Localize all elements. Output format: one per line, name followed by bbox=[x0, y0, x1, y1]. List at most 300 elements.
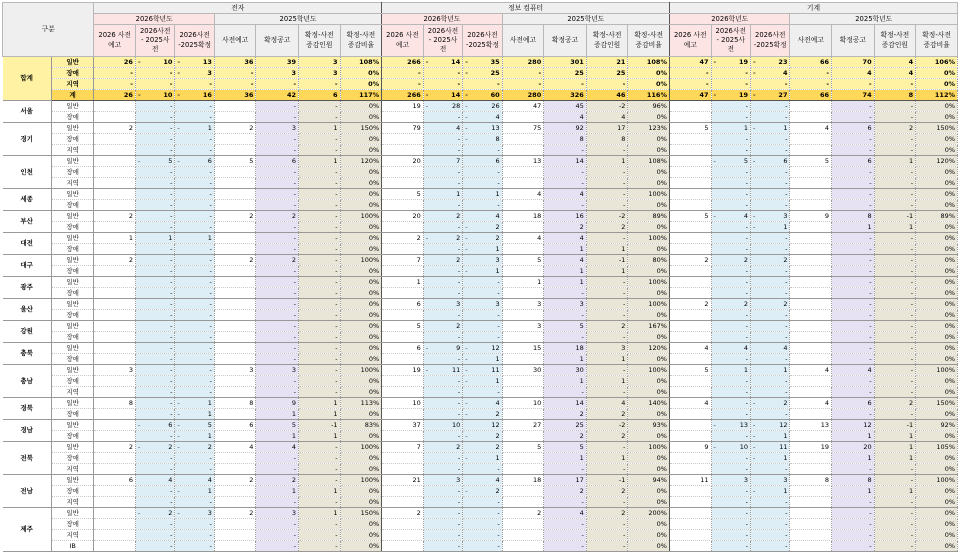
cell-col-2026-pre bbox=[94, 354, 136, 365]
cell-col-2026pre-minus-2025pre: - bbox=[711, 266, 750, 277]
cell-col-2026pre-minus-2025final: - 8 bbox=[463, 134, 502, 145]
cell-col-diff-count: 4 bbox=[586, 398, 628, 409]
cell-col-diff-count: - bbox=[874, 134, 916, 145]
header-col-2026pre-minus-2025final: 2026사전 -2025확정 bbox=[175, 25, 214, 57]
cell-col-2026pre-minus-2025pre: - 19 bbox=[711, 90, 750, 101]
cell-col-2025-final: - bbox=[256, 167, 299, 178]
cell-col-2026-pre bbox=[382, 486, 424, 497]
cell-col-2026-pre bbox=[669, 497, 711, 508]
cell-col-2026-pre bbox=[94, 431, 136, 442]
cell-col-2025-pre bbox=[214, 332, 256, 343]
cell-col-2026-pre bbox=[94, 222, 136, 233]
cell-col-2026pre-minus-2025final: - bbox=[751, 387, 790, 398]
cell-col-diff-ratio: 0% bbox=[916, 354, 958, 365]
cell-col-2025-final: 4 bbox=[256, 442, 299, 453]
cell-col-2025-final: 42 bbox=[256, 90, 299, 101]
cell-col-diff-count: - bbox=[874, 464, 916, 475]
cell-col-diff-ratio: 0% bbox=[916, 244, 958, 255]
cell-col-2025-pre: 2 bbox=[214, 475, 256, 486]
cell-col-2026-pre bbox=[382, 497, 424, 508]
cell-col-diff-ratio: 0% bbox=[916, 255, 958, 266]
cell-col-2025-final: - bbox=[256, 343, 299, 354]
cell-col-diff-ratio: 0% bbox=[628, 453, 670, 464]
cell-col-2026pre-minus-2025final: - bbox=[175, 134, 214, 145]
cell-col-2026pre-minus-2025pre: - bbox=[711, 310, 750, 321]
cell-col-2026-pre: 19 bbox=[382, 101, 424, 112]
cell-col-2026pre-minus-2025pre: - bbox=[423, 486, 462, 497]
cell-col-2025-final: - bbox=[544, 310, 587, 321]
cell-col-2025-pre bbox=[214, 486, 256, 497]
cell-col-2026pre-minus-2025pre: - bbox=[711, 200, 750, 211]
cell-col-2026pre-minus-2025final: - bbox=[751, 233, 790, 244]
cell-col-diff-count: - bbox=[299, 244, 341, 255]
cell-col-2026pre-minus-2025final: - 5 bbox=[175, 420, 214, 431]
cell-col-diff-ratio: 0% bbox=[628, 266, 670, 277]
cell-col-2025-final: - bbox=[256, 233, 299, 244]
cell-col-2026-pre bbox=[669, 530, 711, 541]
cell-col-diff-count: -2 bbox=[586, 420, 628, 431]
cell-col-2025-final: - bbox=[832, 310, 875, 321]
header-year-2026: 2026학년도 bbox=[382, 14, 502, 25]
cell-col-2026pre-minus-2025final: - 12 bbox=[463, 343, 502, 354]
cell-col-2025-pre: 2 bbox=[214, 255, 256, 266]
cell-col-2026pre-minus-2025final: - bbox=[751, 145, 790, 156]
cell-col-2026pre-minus-2025final: - bbox=[751, 409, 790, 420]
cell-col-2026pre-minus-2025final: - 3 bbox=[751, 211, 790, 222]
cell-col-2026pre-minus-2025pre: - bbox=[135, 354, 174, 365]
cell-col-diff-count: - bbox=[299, 530, 341, 541]
cell-col-2026-pre bbox=[669, 486, 711, 497]
region-label: 전남 bbox=[3, 475, 52, 508]
cell-col-2026pre-minus-2025pre: - bbox=[711, 464, 750, 475]
cell-col-2025-final: 6 bbox=[832, 398, 875, 409]
cell-col-2026pre-minus-2025final: - 1 bbox=[175, 398, 214, 409]
cell-col-2026pre-minus-2025final: - bbox=[175, 530, 214, 541]
cell-col-2026pre-minus-2025final: - 2 bbox=[751, 398, 790, 409]
cell-col-2025-pre: - bbox=[502, 68, 544, 79]
row-type-label: 일반 bbox=[51, 277, 94, 288]
cell-col-2025-pre bbox=[502, 134, 544, 145]
cell-col-diff-count: - bbox=[299, 178, 341, 189]
cell-col-2026-pre: 2 bbox=[669, 255, 711, 266]
cell-col-diff-ratio: 0% bbox=[916, 266, 958, 277]
cell-col-2026pre-minus-2025pre: 2 bbox=[423, 255, 462, 266]
table-row bbox=[3, 376, 958, 387]
cell-col-2026pre-minus-2025pre: - bbox=[423, 79, 462, 90]
cell-col-diff-ratio: 112% bbox=[916, 90, 958, 101]
cell-col-2026-pre bbox=[669, 321, 711, 332]
cell-col-2025-pre bbox=[790, 112, 832, 123]
cell-col-2025-final: - bbox=[256, 101, 299, 112]
cell-col-2025-pre: 6 bbox=[214, 420, 256, 431]
cell-col-2026-pre bbox=[669, 409, 711, 420]
cell-col-diff-ratio: 120% bbox=[628, 343, 670, 354]
row-type-label: 지역 bbox=[51, 145, 94, 156]
cell-col-2026pre-minus-2025pre: - 6 bbox=[135, 420, 174, 431]
cell-col-2026pre-minus-2025pre: - bbox=[711, 530, 750, 541]
cell-col-2025-final: - bbox=[832, 178, 875, 189]
cell-col-2026-pre: 20 bbox=[382, 156, 424, 167]
cell-col-diff-count: 2 bbox=[586, 431, 628, 442]
cell-col-2026-pre: 2 bbox=[94, 123, 136, 134]
cell-col-2026pre-minus-2025final: - 2 bbox=[463, 233, 502, 244]
cell-col-diff-count: - bbox=[299, 519, 341, 530]
cell-col-2026pre-minus-2025pre: 2 bbox=[423, 442, 462, 453]
cell-col-2025-pre: 2 bbox=[502, 508, 544, 519]
cell-col-diff-count: - bbox=[874, 255, 916, 266]
cell-col-2026pre-minus-2025pre: - bbox=[711, 145, 750, 156]
cell-col-diff-count: - bbox=[874, 277, 916, 288]
cell-col-2025-pre: 4 bbox=[502, 233, 544, 244]
cell-col-2025-pre bbox=[790, 244, 832, 255]
cell-col-diff-count: 21 bbox=[586, 57, 628, 68]
cell-col-2026pre-minus-2025pre: - bbox=[423, 431, 462, 442]
cell-col-2025-pre bbox=[502, 519, 544, 530]
cell-col-diff-ratio: 0% bbox=[628, 244, 670, 255]
cell-col-2026pre-minus-2025final: - bbox=[751, 189, 790, 200]
cell-col-2026-pre bbox=[669, 101, 711, 112]
cell-col-2025-final: 3 bbox=[544, 299, 587, 310]
row-type-label: 지역 bbox=[51, 497, 94, 508]
cell-col-2025-final: - bbox=[544, 79, 587, 90]
cell-col-2026pre-minus-2025pre: - bbox=[423, 244, 462, 255]
cell-col-2026-pre: 5 bbox=[669, 123, 711, 134]
cell-col-2026pre-minus-2025pre: - bbox=[135, 178, 174, 189]
cell-col-2026pre-minus-2025final: - 11 bbox=[463, 365, 502, 376]
header-year-2026: 2026학년도 bbox=[669, 14, 789, 25]
cell-col-diff-count: - bbox=[586, 442, 628, 453]
cell-col-2025-final: - bbox=[832, 101, 875, 112]
cell-col-2026pre-minus-2025final: - bbox=[751, 200, 790, 211]
cell-col-diff-ratio: 0% bbox=[340, 530, 382, 541]
cell-col-2026pre-minus-2025pre: 3 bbox=[423, 475, 462, 486]
cell-col-diff-count: -1 bbox=[586, 255, 628, 266]
cell-col-diff-count: - bbox=[299, 376, 341, 387]
row-type-label: 장애 bbox=[51, 453, 94, 464]
cell-col-2026pre-minus-2025final: - 1 bbox=[175, 486, 214, 497]
cell-col-diff-count: - bbox=[874, 101, 916, 112]
cell-col-diff-ratio: 0% bbox=[628, 497, 670, 508]
region-label: 제주 bbox=[3, 508, 52, 552]
cell-col-2026pre-minus-2025pre: - 2 bbox=[135, 442, 174, 453]
cell-col-2025-pre: 4 bbox=[790, 365, 832, 376]
cell-col-diff-count: 1 bbox=[874, 453, 916, 464]
row-type-label: 장애 bbox=[51, 486, 94, 497]
cell-col-diff-count: - bbox=[299, 222, 341, 233]
cell-col-2026pre-minus-2025final: - 6 bbox=[175, 156, 214, 167]
cell-col-diff-ratio: 0% bbox=[628, 112, 670, 123]
cell-col-2026-pre bbox=[382, 145, 424, 156]
cell-col-2026-pre bbox=[382, 354, 424, 365]
cell-col-diff-ratio: 0% bbox=[628, 541, 670, 552]
cell-col-2026pre-minus-2025pre: - bbox=[711, 134, 750, 145]
cell-col-2026-pre bbox=[382, 244, 424, 255]
cell-col-2025-pre: - bbox=[502, 79, 544, 90]
cell-col-diff-ratio: 0% bbox=[916, 508, 958, 519]
cell-col-2025-pre bbox=[214, 145, 256, 156]
cell-col-diff-ratio: 0% bbox=[340, 453, 382, 464]
cell-col-2026pre-minus-2025final: - bbox=[463, 508, 502, 519]
cell-col-diff-count: - bbox=[299, 211, 341, 222]
cell-col-diff-ratio: 0% bbox=[628, 222, 670, 233]
table-row bbox=[3, 145, 958, 156]
cell-col-2025-final: - bbox=[256, 354, 299, 365]
header-col-2026pre-minus-2025final: 2026사전 -2025확정 bbox=[751, 25, 790, 57]
header-gubun: 구분 bbox=[3, 3, 94, 57]
cell-col-2026-pre: 2 bbox=[669, 299, 711, 310]
cell-col-2026pre-minus-2025final: - 1 bbox=[751, 431, 790, 442]
cell-col-2026pre-minus-2025final: - bbox=[751, 497, 790, 508]
cell-col-diff-count: 1 bbox=[874, 156, 916, 167]
cell-col-2026pre-minus-2025final: - 27 bbox=[751, 90, 790, 101]
cell-col-2025-pre bbox=[502, 387, 544, 398]
cell-col-diff-count: - bbox=[874, 178, 916, 189]
cell-col-2026pre-minus-2025final: - bbox=[751, 332, 790, 343]
cell-col-2026pre-minus-2025pre: - bbox=[711, 101, 750, 112]
cell-col-2026pre-minus-2025pre: - bbox=[711, 321, 750, 332]
cell-col-2026pre-minus-2025final: 4 bbox=[751, 343, 790, 354]
cell-col-diff-ratio: 0% bbox=[916, 200, 958, 211]
header-year-2025: 2025학년도 bbox=[502, 14, 669, 25]
header-col-2026pre-minus-2025pre: 2026사전 - 2025사전 bbox=[423, 25, 462, 57]
cell-col-2026pre-minus-2025pre: - bbox=[135, 310, 174, 321]
cell-col-diff-count: - bbox=[874, 200, 916, 211]
cell-col-2026pre-minus-2025final: - 1 bbox=[751, 453, 790, 464]
cell-col-2025-final: - bbox=[256, 178, 299, 189]
cell-col-2026pre-minus-2025pre: - bbox=[711, 68, 750, 79]
cell-col-2025-final: 1 bbox=[544, 244, 587, 255]
cell-col-diff-count: - bbox=[586, 530, 628, 541]
header-col-diff-count: 확정-사전 증감인원 bbox=[874, 25, 916, 57]
row-type-label: 지역 bbox=[51, 178, 94, 189]
cell-col-2026pre-minus-2025final: - bbox=[751, 266, 790, 277]
quota-comparison-table bbox=[2, 2, 958, 552]
cell-col-2026pre-minus-2025final: - 4 bbox=[463, 112, 502, 123]
cell-col-2025-pre bbox=[214, 233, 256, 244]
cell-col-2026pre-minus-2025final: - bbox=[175, 321, 214, 332]
cell-col-2025-pre bbox=[790, 497, 832, 508]
cell-col-2026pre-minus-2025final: - bbox=[175, 277, 214, 288]
cell-col-2025-pre: 5 bbox=[790, 156, 832, 167]
cell-col-diff-count: - bbox=[586, 541, 628, 552]
table-row bbox=[3, 68, 958, 79]
cell-col-2026-pre bbox=[94, 497, 136, 508]
cell-col-2026pre-minus-2025pre: - bbox=[135, 244, 174, 255]
cell-col-2025-final: - bbox=[256, 299, 299, 310]
cell-col-2026pre-minus-2025final: - bbox=[463, 145, 502, 156]
table-row bbox=[3, 255, 958, 266]
row-type-label: 장애 bbox=[51, 310, 94, 321]
cell-col-2026-pre bbox=[382, 464, 424, 475]
cell-col-2025-final: - bbox=[832, 244, 875, 255]
cell-col-2025-final: 1 bbox=[544, 453, 587, 464]
cell-col-2026-pre bbox=[94, 200, 136, 211]
cell-col-diff-ratio: 0% bbox=[340, 497, 382, 508]
cell-col-2026pre-minus-2025pre: - bbox=[711, 178, 750, 189]
cell-col-2026pre-minus-2025final: - bbox=[175, 387, 214, 398]
row-type-label: 일반 bbox=[51, 255, 94, 266]
cell-col-2026pre-minus-2025pre: - bbox=[423, 68, 462, 79]
cell-col-2026pre-minus-2025final: - 6 bbox=[751, 156, 790, 167]
cell-col-2026pre-minus-2025final: - bbox=[175, 189, 214, 200]
cell-col-diff-ratio: 0% bbox=[916, 145, 958, 156]
cell-col-diff-count: 2 bbox=[586, 409, 628, 420]
cell-col-2026pre-minus-2025final: 4 bbox=[463, 211, 502, 222]
region-label: 전북 bbox=[3, 442, 52, 475]
cell-col-2026-pre bbox=[669, 464, 711, 475]
cell-col-2026-pre: 6 bbox=[382, 299, 424, 310]
cell-col-2026-pre bbox=[669, 508, 711, 519]
cell-col-2026pre-minus-2025pre: 2 bbox=[711, 255, 750, 266]
cell-col-diff-count: - bbox=[299, 387, 341, 398]
cell-col-2026pre-minus-2025pre: 4 bbox=[423, 123, 462, 134]
cell-col-2026pre-minus-2025pre: - bbox=[711, 277, 750, 288]
cell-col-2025-pre bbox=[502, 464, 544, 475]
cell-col-2026pre-minus-2025pre: - bbox=[135, 167, 174, 178]
cell-col-2025-final: - bbox=[544, 497, 587, 508]
row-type-label: 지역 bbox=[51, 79, 94, 90]
cell-col-diff-ratio: 167% bbox=[628, 321, 670, 332]
row-type-label: 일반 bbox=[51, 57, 94, 68]
cell-col-2025-pre bbox=[502, 453, 544, 464]
cell-col-2026pre-minus-2025final: - 12 bbox=[751, 420, 790, 431]
cell-col-2025-pre bbox=[790, 101, 832, 112]
cell-col-2025-final: 5 bbox=[256, 420, 299, 431]
cell-col-2025-final: - bbox=[832, 541, 875, 552]
cell-col-2026pre-minus-2025pre: - bbox=[135, 288, 174, 299]
cell-col-diff-count: 1 bbox=[299, 409, 341, 420]
cell-col-2026-pre bbox=[382, 431, 424, 442]
cell-col-2026pre-minus-2025final: 4 bbox=[463, 475, 502, 486]
cell-col-2026-pre bbox=[669, 420, 711, 431]
cell-col-2025-pre bbox=[502, 244, 544, 255]
cell-col-diff-ratio: 100% bbox=[340, 442, 382, 453]
cell-col-diff-count: - bbox=[874, 332, 916, 343]
cell-col-2025-pre bbox=[790, 255, 832, 266]
cell-col-2026pre-minus-2025final: - bbox=[175, 453, 214, 464]
table-header bbox=[3, 3, 958, 57]
cell-col-diff-count: 25 bbox=[586, 68, 628, 79]
cell-col-diff-ratio: 92% bbox=[916, 420, 958, 431]
cell-col-2026pre-minus-2025final: - bbox=[175, 167, 214, 178]
cell-col-2026pre-minus-2025final: - bbox=[175, 266, 214, 277]
cell-col-2025-final: 16 bbox=[544, 211, 587, 222]
header-year-2025: 2025학년도 bbox=[214, 14, 381, 25]
cell-col-diff-count: - bbox=[299, 112, 341, 123]
cell-col-diff-ratio: 0% bbox=[916, 101, 958, 112]
cell-col-2026pre-minus-2025final: - bbox=[463, 167, 502, 178]
cell-col-diff-ratio: 106% bbox=[916, 57, 958, 68]
cell-col-2025-pre bbox=[214, 288, 256, 299]
cell-col-2025-pre bbox=[790, 178, 832, 189]
header-col-diff-ratio: 확정-사전 증감비율 bbox=[340, 25, 382, 57]
cell-col-2026pre-minus-2025final: 2 bbox=[751, 255, 790, 266]
cell-col-2025-pre: 9 bbox=[790, 211, 832, 222]
cell-col-2026pre-minus-2025pre: - 10 bbox=[135, 90, 174, 101]
cell-col-2025-final: 1 bbox=[832, 486, 875, 497]
cell-col-2026pre-minus-2025pre: - bbox=[711, 332, 750, 343]
cell-col-diff-count: - bbox=[586, 464, 628, 475]
cell-col-2026-pre: - bbox=[94, 68, 136, 79]
cell-col-2025-pre bbox=[502, 530, 544, 541]
cell-col-2025-pre bbox=[214, 376, 256, 387]
cell-col-2026pre-minus-2025pre: - bbox=[135, 79, 174, 90]
cell-col-2025-pre bbox=[790, 431, 832, 442]
cell-col-diff-ratio: 89% bbox=[628, 211, 670, 222]
cell-col-diff-count: - bbox=[874, 387, 916, 398]
cell-col-diff-ratio: 0% bbox=[628, 310, 670, 321]
cell-col-diff-ratio: 0% bbox=[628, 200, 670, 211]
cell-col-2026-pre bbox=[669, 222, 711, 233]
region-label: 경기 bbox=[3, 123, 52, 156]
cell-col-2025-pre bbox=[214, 431, 256, 442]
cell-col-diff-count: -2 bbox=[586, 211, 628, 222]
cell-col-diff-ratio: 0% bbox=[916, 310, 958, 321]
cell-col-diff-count: 4 bbox=[874, 68, 916, 79]
cell-col-2025-pre bbox=[214, 321, 256, 332]
row-type-label: 지역 bbox=[51, 530, 94, 541]
cell-col-2026pre-minus-2025pre: - bbox=[711, 354, 750, 365]
cell-col-diff-ratio: 0% bbox=[916, 288, 958, 299]
cell-col-diff-ratio: 0% bbox=[916, 189, 958, 200]
cell-col-diff-count: - bbox=[874, 167, 916, 178]
table-row bbox=[3, 398, 958, 409]
cell-col-2026pre-minus-2025pre: - bbox=[711, 497, 750, 508]
cell-col-diff-count: - bbox=[299, 288, 341, 299]
cell-col-diff-ratio: 0% bbox=[916, 530, 958, 541]
cell-col-2025-pre bbox=[790, 310, 832, 321]
cell-col-2026pre-minus-2025pre: - bbox=[423, 288, 462, 299]
cell-col-2026pre-minus-2025pre: - bbox=[423, 277, 462, 288]
cell-col-diff-count: 8 bbox=[874, 90, 916, 101]
cell-col-diff-ratio: 0% bbox=[340, 79, 382, 90]
cell-col-diff-count: -1 bbox=[586, 475, 628, 486]
cell-col-diff-count: - bbox=[874, 409, 916, 420]
row-type-label: 일반 bbox=[51, 508, 94, 519]
cell-col-2025-final: - bbox=[256, 79, 299, 90]
cell-col-diff-count: - bbox=[874, 79, 916, 90]
cell-col-2025-final: 6 bbox=[832, 123, 875, 134]
cell-col-2025-final: - bbox=[544, 332, 587, 343]
cell-col-diff-count: - bbox=[299, 79, 341, 90]
cell-col-2026-pre bbox=[669, 387, 711, 398]
row-type-label: 장애 bbox=[51, 288, 94, 299]
cell-col-2025-pre: - bbox=[214, 79, 256, 90]
header-group-info-computer: 정보 컴퓨터 bbox=[382, 3, 670, 14]
cell-col-2026pre-minus-2025pre: - bbox=[423, 409, 462, 420]
cell-col-2026pre-minus-2025final: - 11 bbox=[751, 442, 790, 453]
cell-col-2025-final: 1 bbox=[544, 376, 587, 387]
cell-col-2026pre-minus-2025final: - bbox=[751, 112, 790, 123]
cell-col-2026-pre bbox=[94, 299, 136, 310]
cell-col-2025-final: - bbox=[832, 464, 875, 475]
row-type-label: 일반 bbox=[51, 398, 94, 409]
cell-col-diff-ratio: 100% bbox=[916, 365, 958, 376]
cell-col-diff-ratio: 0% bbox=[340, 277, 382, 288]
cell-col-diff-ratio: 0% bbox=[340, 200, 382, 211]
cell-col-diff-ratio: 0% bbox=[916, 68, 958, 79]
cell-col-diff-ratio: 0% bbox=[340, 541, 382, 552]
cell-col-2026pre-minus-2025final: 1 bbox=[463, 189, 502, 200]
cell-col-diff-count: 1 bbox=[874, 442, 916, 453]
cell-col-2026pre-minus-2025final: - bbox=[175, 112, 214, 123]
cell-col-diff-count: - bbox=[299, 497, 341, 508]
header-col-2025-pre: 사전예고 bbox=[502, 25, 544, 57]
cell-col-2026pre-minus-2025pre: - bbox=[135, 145, 174, 156]
row-type-label: 장애 bbox=[51, 68, 94, 79]
cell-col-2025-final: 74 bbox=[832, 90, 875, 101]
cell-col-2026pre-minus-2025pre: - bbox=[711, 167, 750, 178]
